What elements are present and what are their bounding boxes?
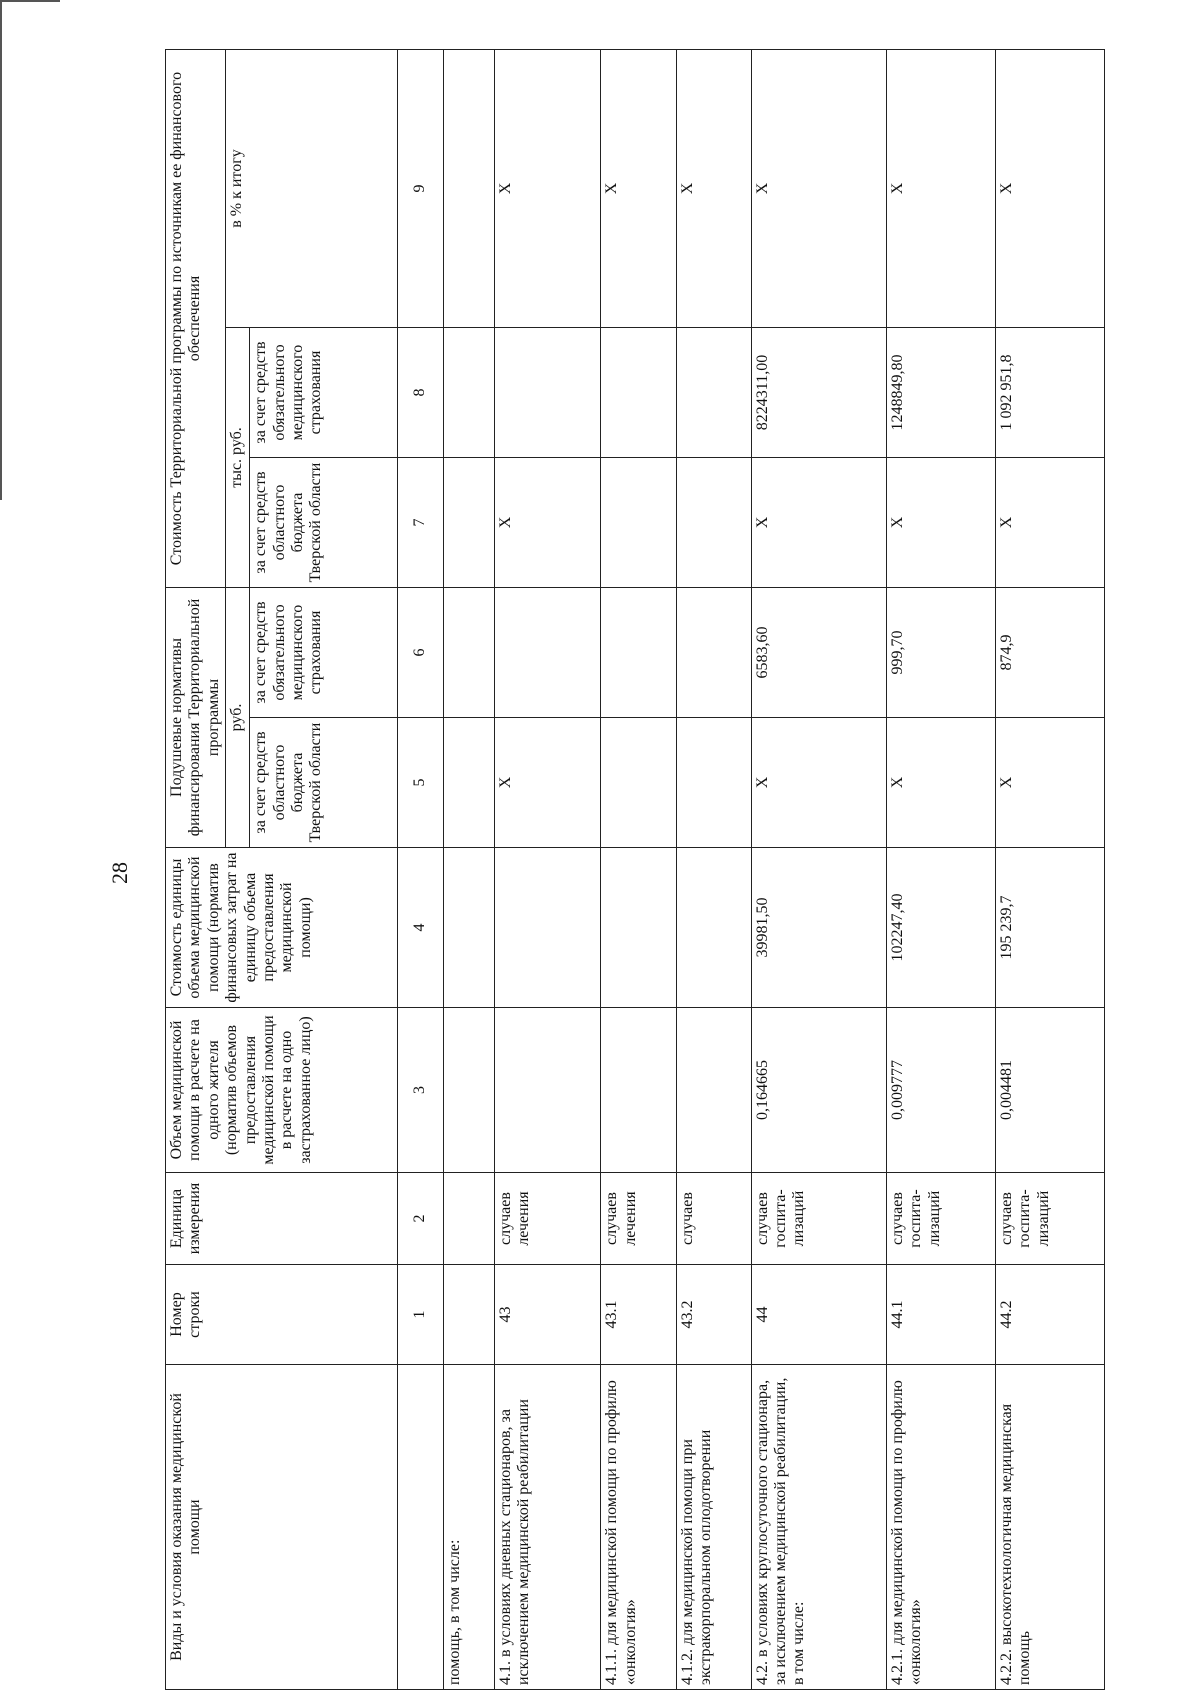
- column-number: 9: [398, 50, 444, 328]
- row-cost-oms: 8224311,00: [751, 328, 887, 458]
- row-norm-oms: 874,9: [996, 588, 1105, 718]
- row-kind: 4.1.2. для медицинской помощи при экстракорпоральном оплодотворении: [676, 1365, 751, 1690]
- header-volume: Объем медицинской помощи в расчете на одного жителя (норматив объемов предоставления медицинской помощи в расчете на одно застрахованное лицо): [166, 1008, 398, 1173]
- row-percent: Х: [494, 50, 601, 328]
- row-unit-cost: [676, 848, 751, 1008]
- row-volume: [444, 1008, 495, 1173]
- table-row: [751, 50, 887, 1690]
- row-norm-oms: [444, 588, 495, 718]
- column-number: 6: [398, 588, 444, 718]
- row-norm-oms: [601, 588, 676, 718]
- row-unit-cost: 39981,50: [751, 848, 887, 1008]
- row-volume: 0,009777: [887, 1008, 996, 1173]
- table-row: [887, 50, 996, 1690]
- row-cost-budget: Х: [751, 458, 887, 588]
- row-norm-oms: [676, 588, 751, 718]
- row-volume: [494, 1008, 601, 1173]
- column-number: 5: [398, 718, 444, 848]
- row-number: 43.1: [601, 1265, 676, 1365]
- row-number: [444, 1265, 495, 1365]
- row-percent: Х: [996, 50, 1105, 328]
- row-cost-budget: Х: [887, 458, 996, 588]
- row-volume: 0,164665: [751, 1008, 887, 1173]
- row-unit: случаев: [676, 1173, 751, 1265]
- scan-edge-mark: [0, 0, 2, 500]
- row-cost-budget: [601, 458, 676, 588]
- rotated-table-container: [165, 50, 1105, 1690]
- row-volume: 0,004481: [996, 1008, 1105, 1173]
- row-number: 43: [494, 1265, 601, 1365]
- row-percent: Х: [751, 50, 887, 328]
- column-number: 8: [398, 328, 444, 458]
- row-norm-oms: [494, 588, 601, 718]
- table-row: [601, 50, 676, 1690]
- header-unit-cost: Стоимость единицы объема медицинской помощи (норматив финансовых затрат на единицу объема предоставления медицинской помощи): [166, 848, 398, 1008]
- row-percent: Х: [676, 50, 751, 328]
- table-row: [676, 50, 751, 1690]
- row-cost-oms: 1248849,80: [887, 328, 996, 458]
- row-number: 44: [751, 1265, 887, 1365]
- row-norm-budget: Х: [996, 718, 1105, 848]
- row-unit-cost: [494, 848, 601, 1008]
- row-percent: Х: [887, 50, 996, 328]
- row-cost-budget: [676, 458, 751, 588]
- row-norm-budget: Х: [887, 718, 996, 848]
- row-unit: [444, 1173, 495, 1265]
- row-unit: случаев лечения: [494, 1173, 601, 1265]
- row-cost-budget: Х: [996, 458, 1105, 588]
- header-per-capita-norms: Подушевые нормативы финансирования Территориальной программы: [166, 588, 226, 848]
- row-norm-oms: 999,70: [887, 588, 996, 718]
- row-unit: случаев лечения: [601, 1173, 676, 1265]
- row-unit: случаев госпита-лизаций: [887, 1173, 996, 1265]
- row-percent: Х: [601, 50, 676, 328]
- row-norm-budget: Х: [494, 718, 601, 848]
- row-kind: 4.2.2. высокотехнологичная медицинская помощь: [996, 1365, 1105, 1690]
- header-norm-budget: за счет средств областного бюджета Тверской области: [250, 718, 398, 848]
- table-row: [996, 50, 1105, 1690]
- row-unit-cost: [444, 848, 495, 1008]
- header-cost-oms: за счет средств обязательного медицинского страхования: [250, 328, 398, 458]
- row-kind: 4.1. в условиях дневных стационаров, за исключением медицинской реабилитации: [494, 1365, 601, 1690]
- row-cost-oms: [444, 328, 495, 458]
- header-norms-unit: руб.: [226, 588, 250, 848]
- header-norm-oms: за счет средств обязательного медицинского страхования: [250, 588, 398, 718]
- table-row: [444, 50, 495, 1690]
- row-unit: случаев госпита-лизаций: [751, 1173, 887, 1265]
- row-unit-cost: [601, 848, 676, 1008]
- header-cost-budget: за счет средств областного бюджета Тверской области: [250, 458, 398, 588]
- column-number: 7: [398, 458, 444, 588]
- row-kind: 4.1.1. для медицинской помощи по профилю «онкология»: [601, 1365, 676, 1690]
- row-norm-budget: [444, 718, 495, 848]
- row-number: 43.2: [676, 1265, 751, 1365]
- row-cost-oms: 1 092 951,8: [996, 328, 1105, 458]
- row-cost-budget: Х: [494, 458, 601, 588]
- row-number: 44.2: [996, 1265, 1105, 1365]
- column-number: 4: [398, 848, 444, 1008]
- table-row: [494, 50, 601, 1690]
- row-norm-budget: [601, 718, 676, 848]
- row-kind: 4.2.1. для медицинской помощи по профилю «онкология»: [887, 1365, 996, 1690]
- column-number: [398, 1365, 444, 1690]
- row-norm-budget: Х: [751, 718, 887, 848]
- column-number: 1: [398, 1265, 444, 1365]
- row-number: 44.1: [887, 1265, 996, 1365]
- header-unit: Единица измерения: [166, 1173, 398, 1265]
- column-number: 3: [398, 1008, 444, 1173]
- scan-edge-mark-top: [0, 0, 60, 2]
- header-row-number: Номер строки: [166, 1265, 398, 1365]
- row-volume: [676, 1008, 751, 1173]
- header-kind: Виды и условия оказания медицинской помощи: [166, 1365, 398, 1690]
- row-cost-oms: [494, 328, 601, 458]
- page-number: 28: [107, 862, 132, 884]
- row-cost-oms: [601, 328, 676, 458]
- header-cost-unit: тыс. руб.: [226, 328, 250, 588]
- row-percent: [444, 50, 495, 328]
- row-norm-oms: 6583,60: [751, 588, 887, 718]
- row-cost-budget: [444, 458, 495, 588]
- row-norm-budget: [676, 718, 751, 848]
- row-volume: [601, 1008, 676, 1173]
- row-unit: случаев госпита-лизаций: [996, 1173, 1105, 1265]
- column-number-row: [398, 50, 444, 1690]
- column-number: 2: [398, 1173, 444, 1265]
- header-program-cost: Стоимость Территориальной программы по источникам ее финансового обеспечения: [166, 50, 226, 588]
- row-kind: помощь, в том числе:: [444, 1365, 495, 1690]
- row-unit-cost: 195 239,7: [996, 848, 1105, 1008]
- header-percent: в % к итогу: [226, 50, 398, 328]
- row-cost-oms: [676, 328, 751, 458]
- row-kind: 4.2. в условиях круглосуточного стационара, за исключением медицинской реабилитации, в том числе:: [751, 1365, 887, 1690]
- row-unit-cost: 102247,40: [887, 848, 996, 1008]
- financing-table: [165, 49, 1105, 1690]
